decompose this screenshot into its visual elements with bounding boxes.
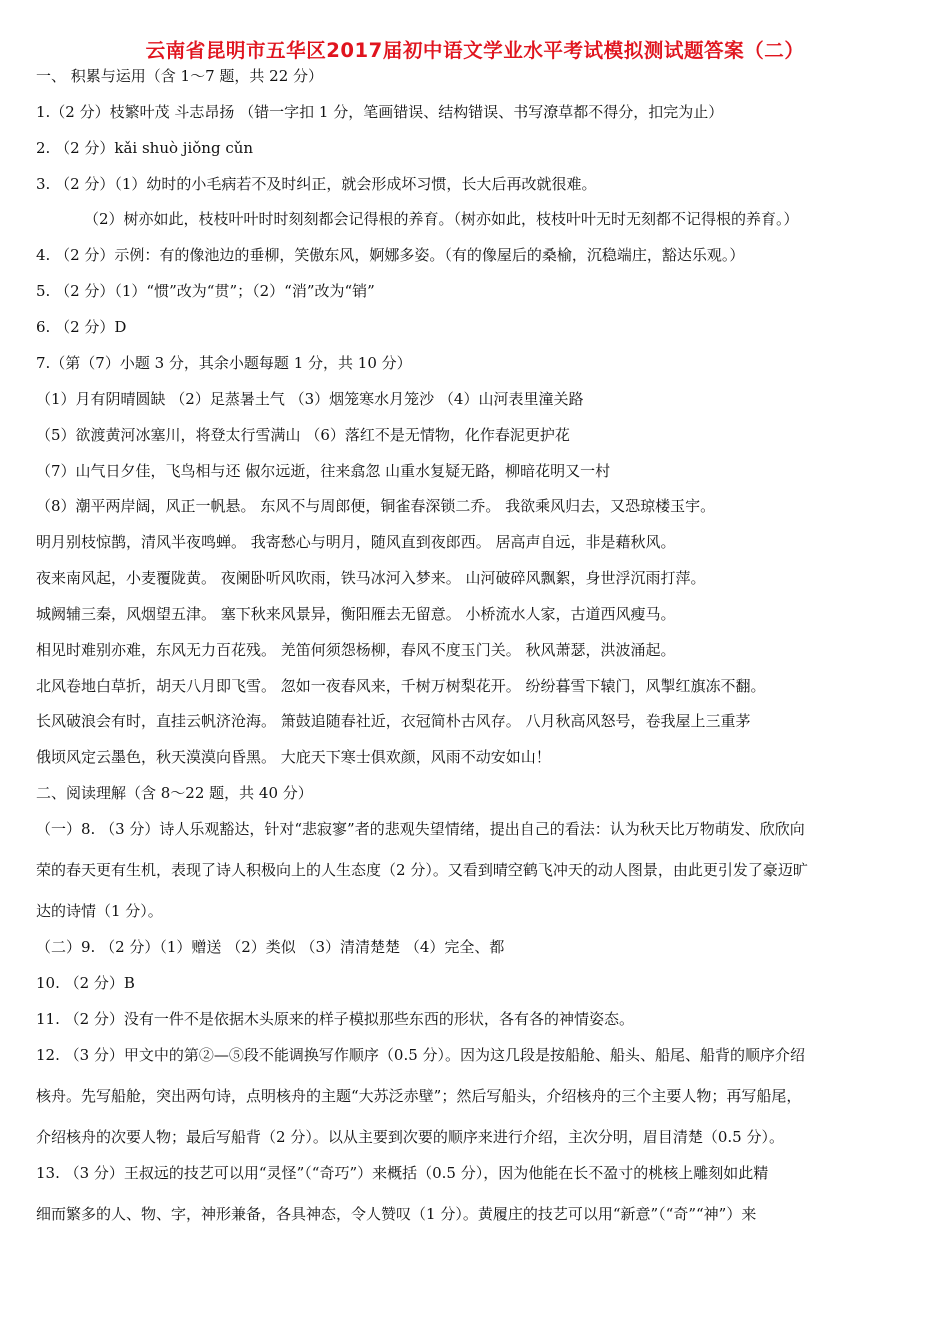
text-line: 夜来南风起，小麦覆陇黄。 夜阑卧听风吹雨，铁马冰河入梦来。 山河破碎风飘絮，身世浮沉雨打萍。: [36, 569, 706, 587]
text-line: 核舟。先写船舱，突出两句诗，点明核舟的主题“大苏泛赤壁”；然后写船头，介绍核舟的三个主要人物；再写船尾，: [36, 1087, 802, 1105]
text-line: 俄顷风定云墨色，秋天漠漠向昏黑。 大庇天下寒士俱欢颜，风雨不动安如山！: [36, 748, 551, 766]
text-line: 达的诗情（1 分）。: [36, 902, 163, 920]
text-line: 11. （2 分）没有一件不是依据木头原来的样子模拟那些东西的形状，各有各的神情姿态。: [36, 1010, 634, 1028]
text-line: （一）8. （3 分）诗人乐观豁达，针对“悲寂寥”者的悲观失望情绪，提出自己的看法：认为秋天比万物萌发、欣欣向: [36, 820, 805, 838]
text-line: 城阙辅三秦，风烟望五津。 塞下秋来风景异，衡阳雁去无留意。 小桥流水人家，古道西风瘦马。: [36, 605, 676, 623]
text-line: 2. （2 分）kǎi shuò jiǒng cǔn: [36, 139, 254, 157]
text-line: （二）9. （2 分）（1）赠送 （2）类似 （3）清清楚楚 （4）完全、都: [36, 938, 505, 956]
section-heading: 二、阅读理解（含 8～22 题，共 40 分）: [36, 784, 313, 802]
text-line: 一、 积累与运用（含 1～7 题，共 22 分）: [36, 67, 324, 85]
text-line: 13. （3 分）王叔远的技艺可以用“灵怪”（“奇巧”）来概括（0.5 分），因为他能在长不盈寸的桃核上雕刻如此精: [36, 1164, 769, 1182]
text-line: （7）山气日夕佳，飞鸟相与还 俶尔远逝，往来翕忽 山重水复疑无路，柳暗花明又一村: [36, 462, 611, 480]
text-line: （5）欲渡黄河冰塞川，将登太行雪满山 （6）落红不是无情物，化作春泥更护花: [36, 426, 570, 444]
text-line: 介绍核舟的次要人物；最后写船背（2 分）。以从主要到次要的顺序来进行介绍，主次分明，眉目清楚（0.5 分）。: [36, 1128, 784, 1146]
text-line: （1）月有阴晴圆缺 （2）足蒸暑土气 （3）烟笼寒水月笼沙 （4）山河表里潼关路: [36, 390, 584, 408]
text-line: 相见时难别亦难，东风无力百花残。 羌笛何须怨杨柳，春风不度玉门关。 秋风萧瑟，洪波涌起。: [36, 641, 676, 659]
text-line: 5. （2 分）（1）“惯”改为“贯”；（2）“消”改为“销”: [36, 282, 375, 300]
text-line: 6. （2 分）D: [36, 318, 127, 336]
text-line: 细而繁多的人、物、字，神形兼备，各具神态，令人赞叹（1 分）。黄履庄的技艺可以用“新意”（“奇”“神”）来: [36, 1205, 757, 1223]
text-line: 10. （2 分）B: [36, 974, 135, 992]
text-line: 明月别枝惊鹊，清风半夜鸣蝉。 我寄愁心与明月，随风直到夜郎西。 居高声自远，非是藉秋风。: [36, 533, 676, 551]
text-line: （2）树亦如此，枝枝叶叶时时刻刻都会记得根的养育。（树亦如此，枝枝叶叶无时无刻都不记得根的养育。）: [84, 210, 799, 228]
text-line: （8）潮平两岸阔，风正一帆悬。 东风不与周郎便，铜雀春深锁二乔。 我欲乘风归去，又恐琼楼玉宇。: [36, 497, 716, 515]
document-title: 云南省昆明市五华区2017届初中语文学业水平考试模拟测试题答案（二）: [145, 39, 805, 62]
text-line: 荣的春天更有生机，表现了诗人积极向上的人生态度（2 分）。又看到晴空鹤飞冲天的动人图景，由此更引发了豪迈旷: [36, 861, 808, 879]
text-line: 1.（2 分）枝繁叶茂 斗志昂扬 （错一字扣 1 分，笔画错误、结构错误、书写潦草都不得分，扣完为止）: [36, 103, 724, 121]
text-line: 长风破浪会有时，直挂云帆济沧海。 箫鼓追随春社近，衣冠简朴古风存。 八月秋高风怒号，卷我屋上三重茅: [36, 712, 751, 730]
text-line: 4. （2 分）示例：有的像池边的垂柳，笑傲东风，婀娜多姿。（有的像屋后的桑榆，沉稳端庄，豁达乐观。）: [36, 246, 745, 264]
text-line: 7.（第（7）小题 3 分，其余小题每题 1 分，共 10 分）: [36, 354, 412, 372]
text-line: 12. （3 分）甲文中的第②—⑤段不能调换写作顺序（0.5 分）。因为这几段是按船舱、船头、船尾、船背的顺序介绍: [36, 1046, 806, 1064]
text-line: 北风卷地白草折，胡天八月即飞雪。 忽如一夜春风来，千树万树梨花开。 纷纷暮雪下辕门，风掣红旗冻不翻。: [36, 677, 766, 695]
text-line: 3. （2 分）（1）幼时的小毛病若不及时纠正，就会形成坏习惯，长大后再改就很难。: [36, 175, 597, 193]
